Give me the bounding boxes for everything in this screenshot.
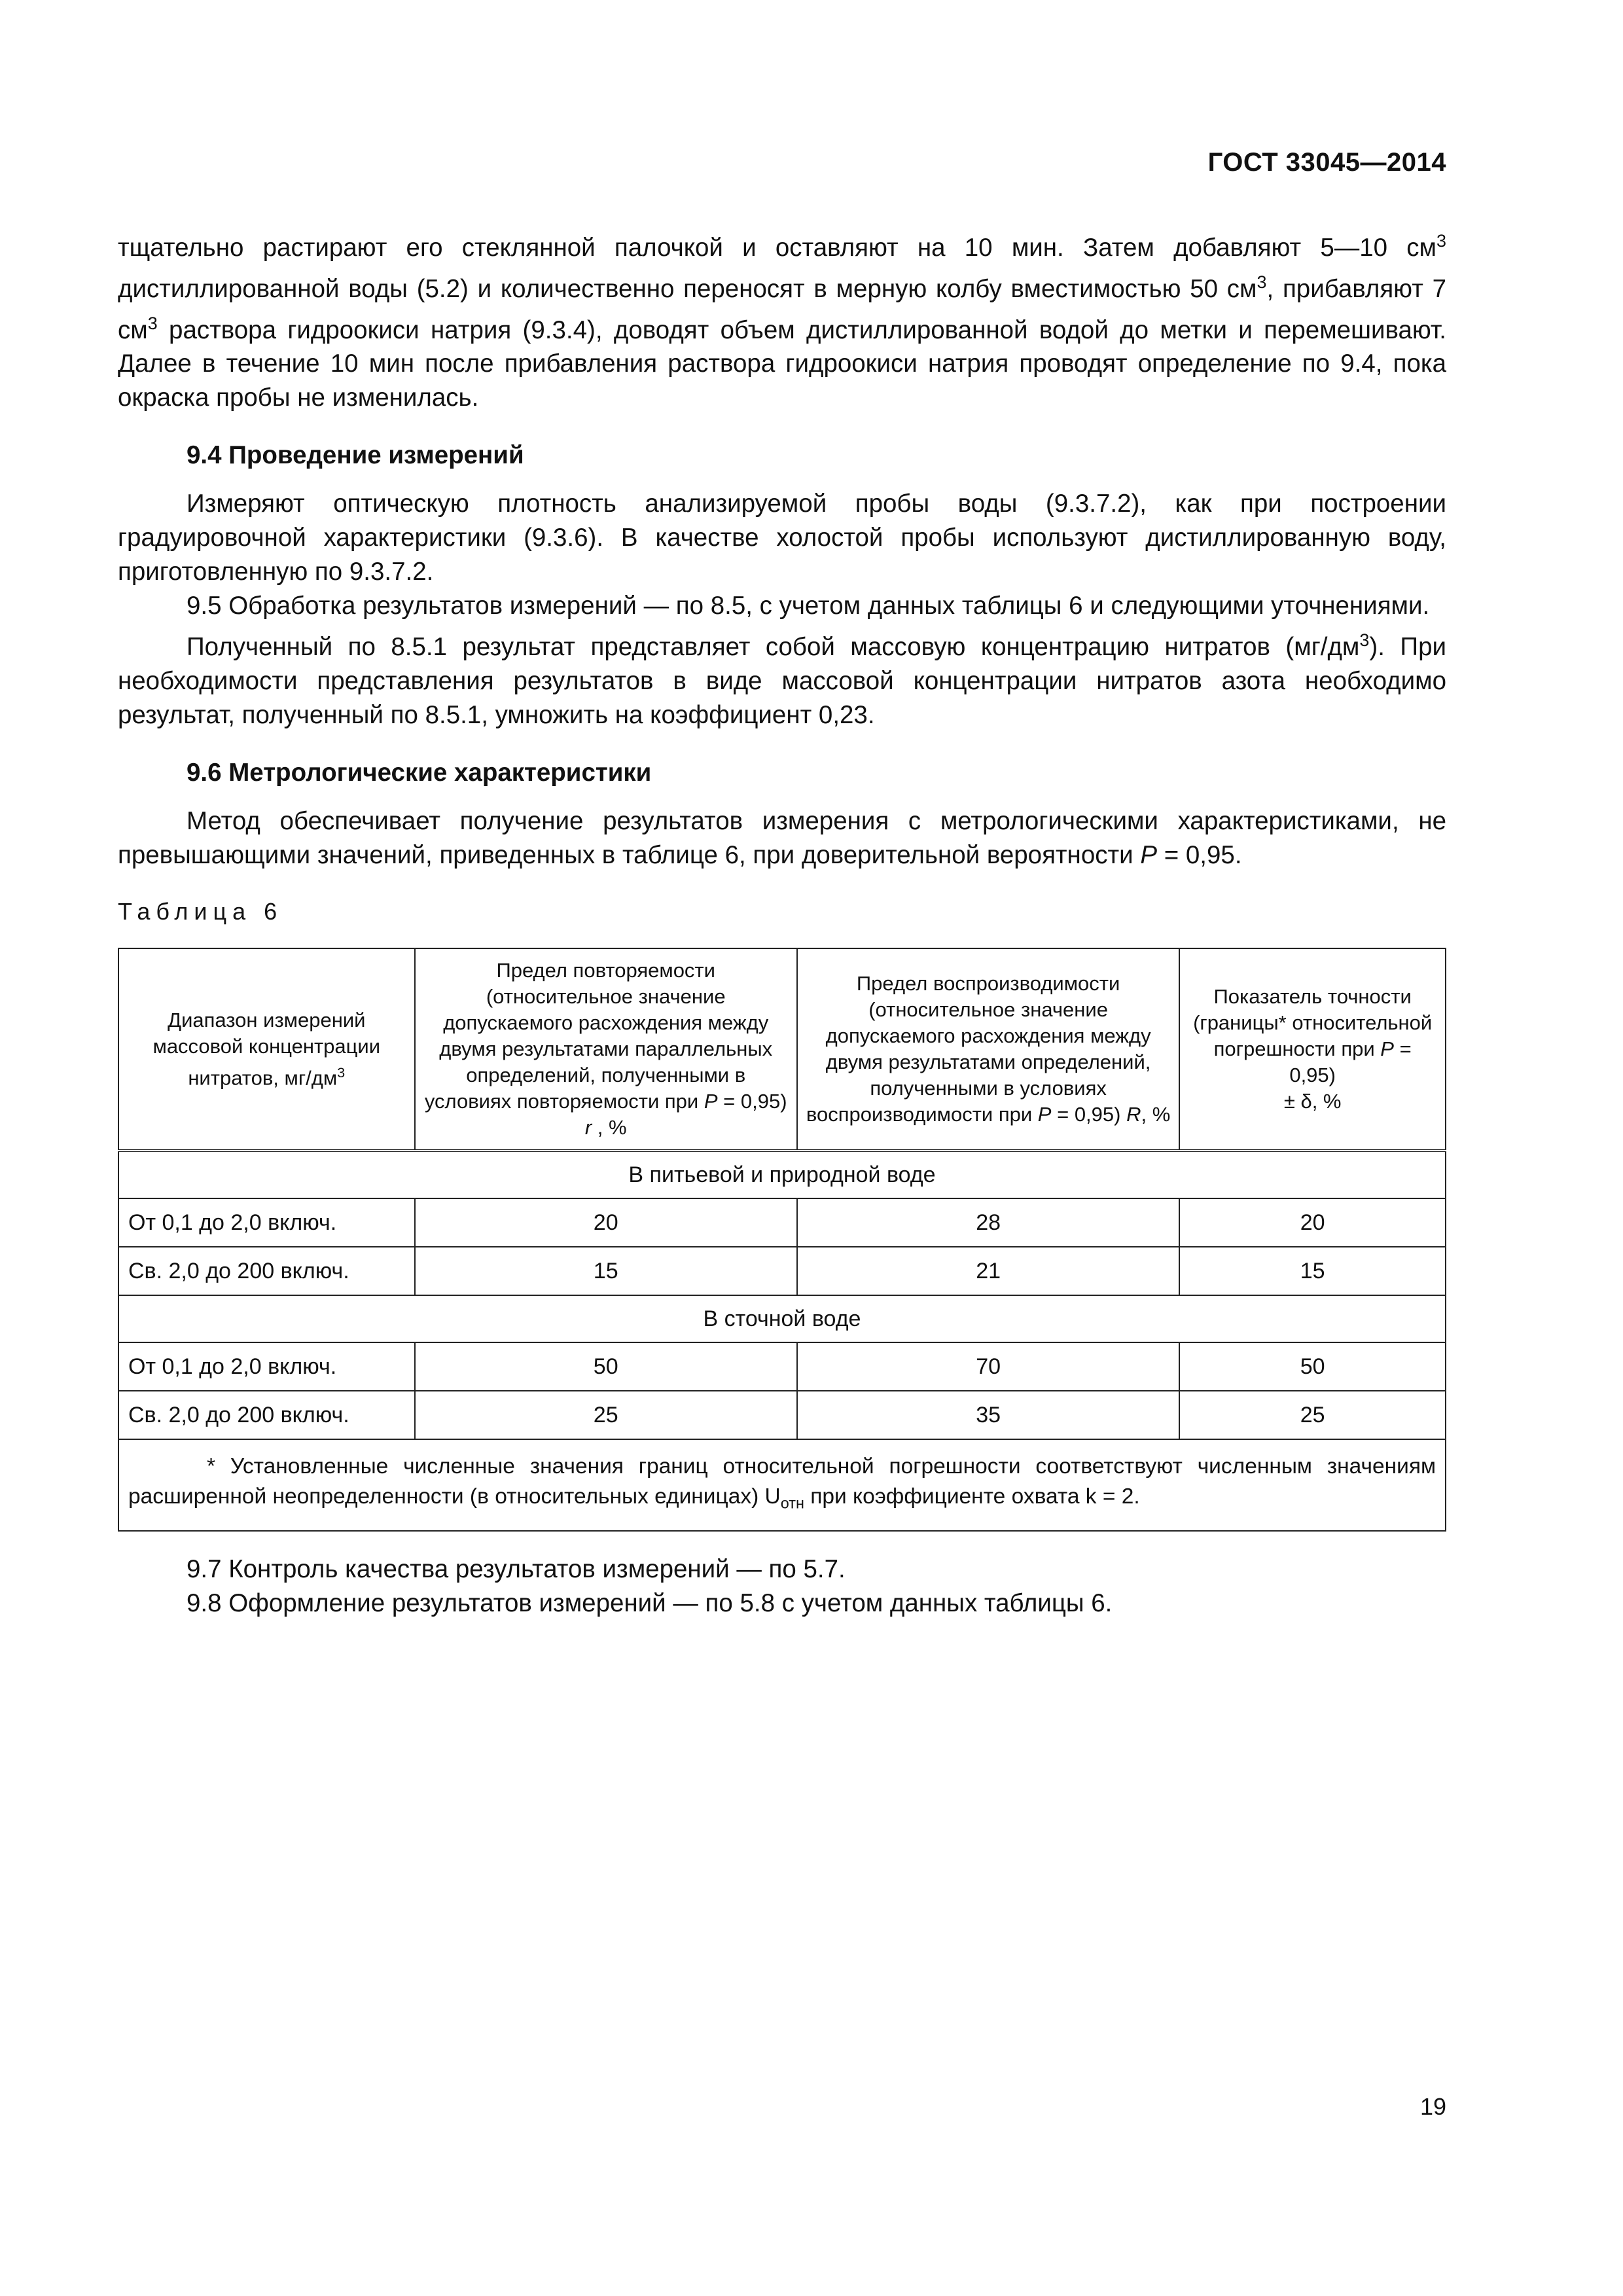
table-row — [118, 1198, 1446, 1247]
paragraph-9-8: 9.8 Оформление результатов измерений — по 5.8 с учетом данных таблицы 6. — [187, 1589, 1113, 1617]
table-header-row — [118, 948, 1446, 1151]
paragraph-9-5: 9.5 Обработка результатов измерений — по 8.5, с учетом данных таблицы 6 и следующими уточнениями. — [187, 592, 1430, 620]
section-label: В питьевой и природной воде — [118, 1151, 1446, 1198]
cell-range: Св. 2,0 до 200 включ. — [118, 1391, 415, 1439]
paragraph-9-5-2: Полученный по 8.5.1 результат представляет собой массовую концентрацию нитратов $(мг/дм^3)$. При необходимости представления результатов в виде массовой концентрации нитратов азота необходимо результат, полученный по 8.5.1, умножить на коэффициент 0,23. — [118, 630, 1446, 730]
cell-r: 20 — [415, 1198, 797, 1247]
header-accuracy: Показатель точности (границы* относительной погрешности при P = 0,95) ± δ, % — [1179, 948, 1446, 1151]
table-section-row — [118, 1151, 1446, 1198]
table-caption: Таблица 6 — [118, 898, 283, 925]
cell-range: Св. 2,0 до 200 включ. — [118, 1247, 415, 1295]
body-text — [118, 224, 1446, 872]
table-row — [118, 1247, 1446, 1295]
page-number: 19 — [1420, 2093, 1447, 2120]
table-footnote: * Установленные численные значения границ относительной погрешности соответствуют численным значениям расширенной неопределенности (в относительных единицах) $U_{отн}$ при коэффициенте охвата k = 2. — [118, 1439, 1446, 1531]
table-row — [118, 1391, 1446, 1439]
table-row — [118, 1342, 1446, 1391]
cell-R: 35 — [797, 1391, 1179, 1439]
section-heading-9-6: 9.6 Метрологические характеристики — [187, 759, 652, 787]
metrology-table — [118, 948, 1446, 1532]
cell-r: 50 — [415, 1342, 797, 1391]
cell-delta: 50 — [1179, 1342, 1446, 1391]
section-label: В сточной воде — [118, 1295, 1446, 1342]
header-range: Диапазон измерений массовой концентрации нитратов, $мг/дм^3$ — [118, 948, 415, 1151]
body-text-after-table — [118, 1552, 1446, 1621]
paragraph-continued: тщательно растирают его стеклянной палочкой и оставляют на 10 мин. Затем добавляют 5—10 $см^3$ дистиллированной воды (5.2) и количественно переносят в мерную колбу вместимостью 50 $см^3$, прибавляют 7 $см^3$ раствора гидроокиси натрия (9.3.4), доводят объем дистиллированной водой до метки и перемешивают. Далее в течение 10 мин после прибавления раствора гидроокиси натрия проводят определение по 9.4, пока окраска пробы не изменилась. — [118, 231, 1446, 412]
cell-range: От 0,1 до 2,0 включ. — [118, 1198, 415, 1247]
cell-delta: 25 — [1179, 1391, 1446, 1439]
header-reproducibility: Предел воспроизводимости (относительное значение допускаемого расхождения между двумя результатами определений, полученными в условиях воспроизводимости при P = 0,95) R, % — [797, 948, 1179, 1151]
paragraph-9-4: Измеряют оптическую плотность анализируемой пробы воды (9.3.7.2), как при построении градуировочной характеристики (9.3.6). В качестве холостой пробы используют дистиллированную воду, приготовленную по 9.3.7.2. — [118, 490, 1446, 586]
cell-r: 15 — [415, 1247, 797, 1295]
document-header: ГОСТ 33045—2014 — [1207, 148, 1446, 177]
cell-delta: 20 — [1179, 1198, 1446, 1247]
paragraph-9-7: 9.7 Контроль качества результатов измерений — по 5.7. — [187, 1555, 846, 1583]
cell-r: 25 — [415, 1391, 797, 1439]
section-heading-9-4: 9.4 Проведение измерений — [187, 441, 524, 470]
table-footnote-row — [118, 1439, 1446, 1531]
header-repeatability: Предел повторяемости (относительное значение допускаемого расхождения между двумя результатами параллельных определений, полученными в условиях повторяемости при P = 0,95) r , % — [415, 948, 797, 1151]
paragraph-9-6: Метод обеспечивает получение результатов измерения с метрологическими характеристиками, не превышающими значений, приведенных в таблице 6, при доверительной вероятности P = 0,95. — [118, 807, 1446, 870]
cell-R: 70 — [797, 1342, 1179, 1391]
cell-range: От 0,1 до 2,0 включ. — [118, 1342, 415, 1391]
cell-R: 21 — [797, 1247, 1179, 1295]
cell-R: 28 — [797, 1198, 1179, 1247]
cell-delta: 15 — [1179, 1247, 1446, 1295]
table-section-row — [118, 1295, 1446, 1342]
